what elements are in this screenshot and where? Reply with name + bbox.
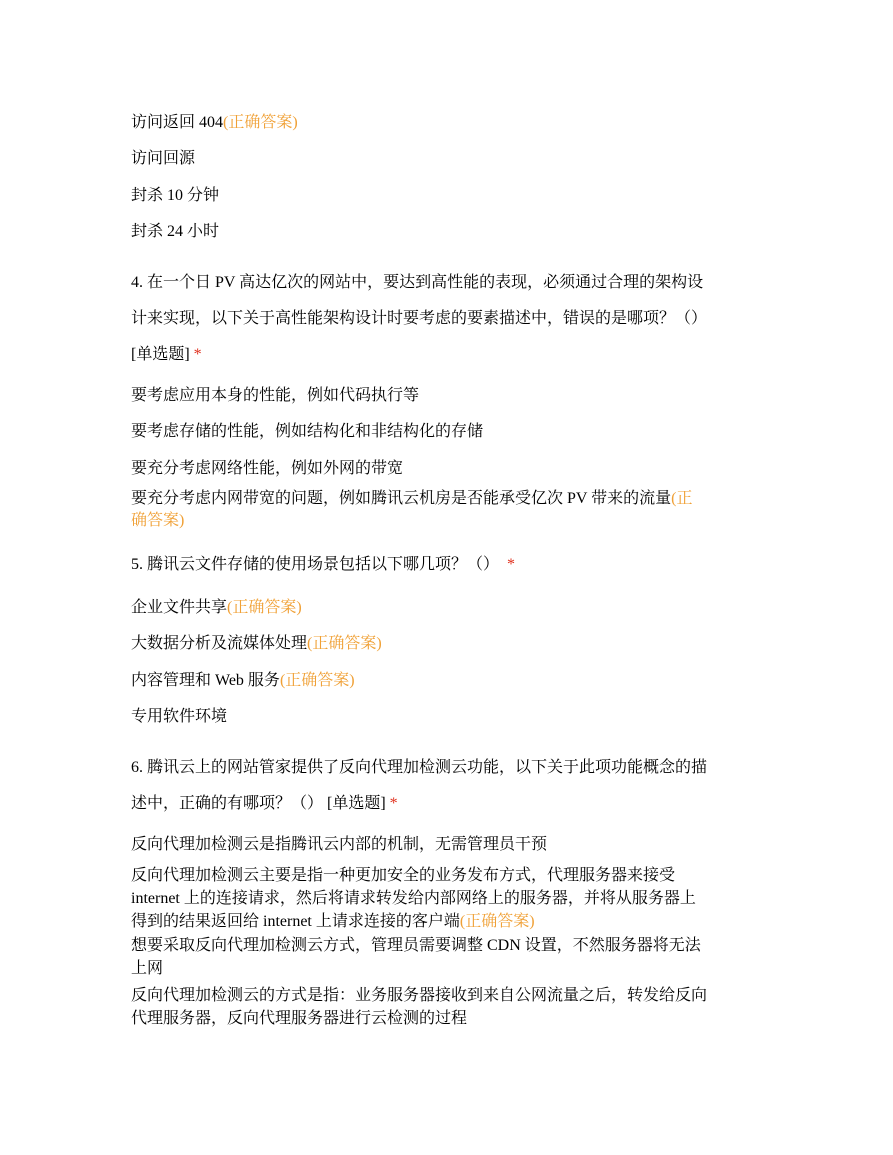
correct-answer-tag-start: (正 (671, 490, 693, 507)
q5-option-3[interactable]: 内容管理和 Web 服务(正确答案) (131, 672, 355, 689)
correct-answer-tag-end: 确答案) (131, 512, 185, 529)
q3-option-3[interactable]: 封杀 10 分钟 (131, 187, 220, 204)
q5-option-2[interactable]: 大数据分析及流媒体处理(正确答案) (131, 635, 382, 652)
q6-option-3-cont[interactable]: 上网 (131, 960, 164, 977)
q6-option-4-cont[interactable]: 代理服务器，反向代理服务器进行云检测的过程 (131, 1010, 468, 1027)
q4-option-4-cont[interactable] (131, 510, 184, 532)
required-mark: * (389, 795, 398, 812)
q6-option-3[interactable]: 想要采取反向代理加检测云方式，管理员需要调整 CDN 设置，不然服务器将无法 (131, 937, 701, 954)
q5-option-4[interactable]: 专用软件环境 (131, 708, 228, 725)
q4-option-3[interactable]: 要充分考虑网络性能，例如外网的带宽 (131, 460, 404, 477)
q4-title-line-2: 计来实现，以下关于高性能架构设计时要考虑的要素描述中，错误的是哪项？（） (131, 310, 708, 327)
q6-option-1[interactable]: 反向代理加检测云是指腾讯云内部的机制，无需管理员干预 (131, 836, 548, 853)
q4-option-1[interactable]: 要考虑应用本身的性能，例如代码执行等 (131, 387, 420, 404)
q6-option-4[interactable]: 反向代理加检测云的方式是指：业务服务器接收到来自公网流量之后，转发给反向 (131, 987, 708, 1004)
q5-title: 5. 腾讯云文件存储的使用场景包括以下哪几项？（） * (131, 556, 516, 573)
q3-option-2[interactable]: 访问回源 (131, 150, 196, 167)
q4-option-4[interactable]: 要充分考虑内网带宽的问题，例如腾讯云机房是否能承受亿次 PV 带来的流量(正 (131, 490, 693, 507)
correct-answer-tag: (正确答案) (459, 913, 535, 930)
required-mark: * (193, 346, 202, 363)
required-mark: * (507, 556, 516, 573)
q3-option-4[interactable]: 封杀 24 小时 (131, 223, 220, 240)
correct-answer-tag: (正确答案) (227, 599, 302, 616)
q3-option-1[interactable]: 访问返回 404(正确答案) (131, 114, 298, 131)
q6-option-2-cont[interactable]: internet 上的连接请求，然后将请求转发给内部网络上的服务器，并将从服务器上 (131, 890, 696, 907)
correct-answer-tag: (正确答案) (307, 635, 382, 652)
q5-option-1[interactable]: 企业文件共享(正确答案) (131, 599, 302, 616)
q6-title-line-1: 6. 腾讯云上的网站管家提供了反向代理加检测云功能，以下关于此项功能概念的描 (131, 759, 708, 776)
q6-option-2[interactable]: 反向代理加检测云主要是指一种更加安全的业务发布方式，代理服务器来接受 (131, 867, 676, 884)
q4-option-2[interactable]: 要考虑存储的性能，例如结构化和非结构化的存储 (131, 423, 484, 440)
correct-answer-tag: (正确答案) (223, 114, 298, 131)
q6-option-2-cont[interactable]: 得到的结果返回给 internet 上请求连接的客户端(正确答案) (131, 913, 535, 930)
q4-title-line-3: [单选题] * (131, 346, 202, 363)
q4-title-line-1: 4. 在一个日 PV 高达亿次的网站中，要达到高性能的表现，必须通过合理的架构设 (131, 274, 704, 291)
correct-answer-tag: (正确答案) (279, 672, 355, 689)
q6-title-line-2: 述中，正确的有哪项？（） [单选题] * (131, 795, 398, 812)
